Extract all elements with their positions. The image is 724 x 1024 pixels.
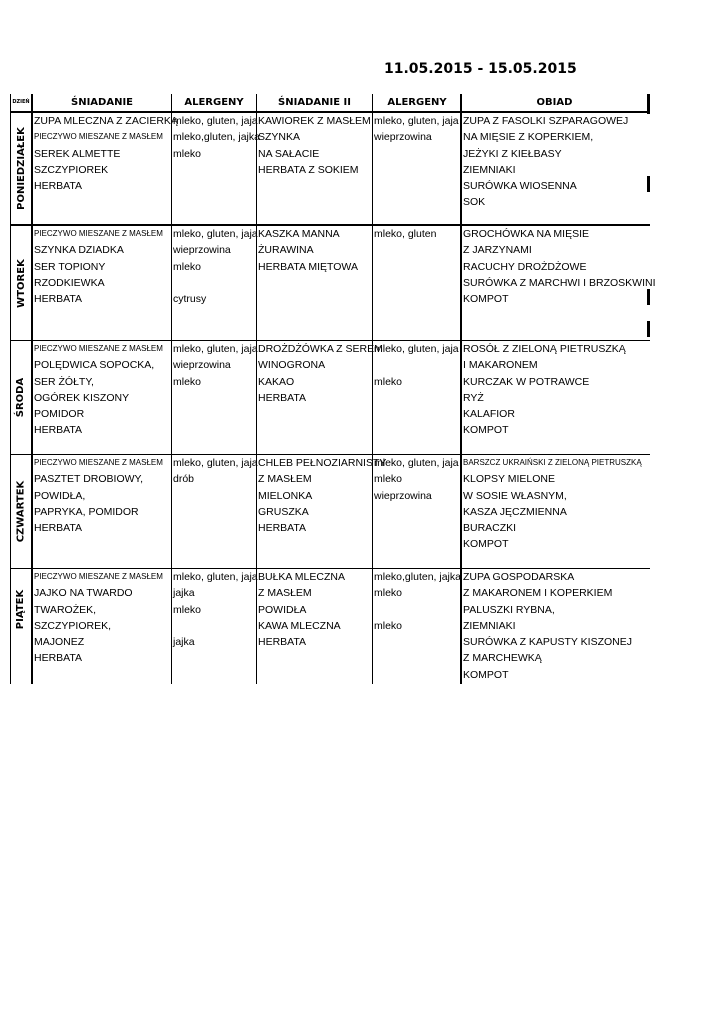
breakfast-2-cell: DROŻDŻÓWKA Z SEREM WINOGRONA KAKAO HERBATA <box>258 343 383 404</box>
right-border-top <box>647 94 650 114</box>
day-row-friday <box>10 569 650 684</box>
day-label: WTOREK <box>15 258 27 308</box>
breakfast-cell: PIECZYWO MIESZANE Z MASŁEM PASZTET DROBIOWY, POWIDŁA, PAPRYKA, POMIDOR HERBATA <box>34 458 163 535</box>
menu-table <box>10 94 656 684</box>
breakfast-2-cell: BUŁKA MLECZNA Z MASŁEM POWIDŁA KAWA MLECZNA HERBATA <box>258 571 345 649</box>
breakfast-2-cell: CHLEB PEŁNOZIARNISTY Z MASŁEM MIELONKA GRUSZKA HERBATA <box>258 457 387 535</box>
day-row-thursday <box>10 455 650 568</box>
date-range: 11.05.2015 - 15.05.2015 <box>384 61 577 77</box>
day-label: PIĄTEK <box>15 589 27 629</box>
day-row-monday <box>10 113 650 224</box>
day-label: PONIEDZIAŁEK <box>15 127 27 210</box>
day-label: CZWARTEK <box>15 480 27 543</box>
header-day: DZIEŃ <box>12 99 30 105</box>
breakfast-cell: PIECZYWO MIESZANE Z MASŁEM POLĘDWICA SOPOCKA, SER ŻÓŁTY, OGÓREK KISZONY POMIDOR HERBATA <box>34 344 163 437</box>
breakfast-cell: PIECZYWO MIESZANE Z MASŁEM JAJKO NA TWARDO TWAROŻEK, SZCZYPIOREK, MAJONEZ HERBATA <box>34 572 163 665</box>
allergens-1-cell: mleko, gluten, jaja wieprzowina mleko <box>173 343 258 388</box>
allergens-2-cell: mleko, gluten <box>374 228 437 240</box>
lunch-cell: GROCHÓWKA NA MIĘSIE Z JARZYNAMI RACUCHY DROŻDŻOWE SURÓWKA Z MARCHWI I BRZOSKWINI KOMPOT <box>463 228 656 306</box>
day-row-wednesday <box>10 341 650 454</box>
allergens-2-cell: mleko, gluten, jaja mleko <box>374 343 459 388</box>
header-breakfast: ŚNIADANIE <box>71 97 133 108</box>
breakfast-cell: PIECZYWO MIESZANE Z MASŁEM SZYNKA DZIADKA SER TOPIONY RZODKIEWKA HERBATA <box>34 229 163 306</box>
allergens-2-cell: mleko,gluten, jajka mleko mleko <box>374 571 461 632</box>
header-lunch: OBIAD <box>536 97 573 108</box>
table-header <box>10 94 650 111</box>
header-allergens-1: ALERGENY <box>184 97 244 108</box>
lunch-cell: ZUPA GOSPODARSKA Z MAKARONEM I KOPERKIEM PALUSZKI RYBNA, ZIEMNIAKI SURÓWKA Z KAPUSTY KISZONEJ Z MARCHEWKĄ KOMPOT <box>463 571 633 681</box>
breakfast-cell: ZUPA MLECZNA Z ZACIERKĄ PIECZYWO MIESZANE Z MASŁEM SEREK ALMETTE SZCZYPIOREK HERBATA <box>34 115 178 193</box>
breakfast-2-cell: KAWIOREK Z MASŁEM SZYNKA NA SAŁACIE HERBATA Z SOKIEM <box>258 115 371 176</box>
breakfast-2-cell: KASZKA MANNA ŻURAWINA HERBATA MIĘTOWA <box>258 228 358 273</box>
day-row-tuesday <box>10 226 656 340</box>
allergens-1-cell: mleko, gluten, jaja jajka mleko jajka <box>173 571 258 649</box>
lunch-cell: BARSZCZ UKRAIŃSKI Z ZIELONĄ PIETRUSZKĄ KLOPSY MIELONE W SOSIE WŁASNYM, KASZA JĘCZMIENNA BURACZKI KOMPOT <box>463 458 642 551</box>
day-label: ŚRODA <box>15 377 27 418</box>
header-breakfast-2: ŚNIADANIE II <box>278 97 351 108</box>
lunch-cell: ROSÓŁ Z ZIELONĄ PIETRUSZKĄ I MAKARONEM KURCZAK W POTRAWCE RYŻ KALAFIOR KOMPOT <box>463 343 626 437</box>
lunch-cell: ZUPA Z FASOLKI SZPARAGOWEJ NA MIĘSIE Z KOPERKIEM, JEŻYKI Z KIEŁBASY ZIEMNIAKI SURÓWKA WIOSENNA SOK <box>463 115 629 209</box>
allergens-1-cell: mleko, gluten, jaja drób <box>173 457 258 486</box>
header-allergens-2: ALERGENY <box>387 97 447 108</box>
allergens-2-cell: mleko, gluten, jaja wieprzowina <box>374 115 459 144</box>
allergens-1-cell: mleko, gluten, jaja mleko,gluten, jajka mleko <box>173 115 260 160</box>
allergens-2-cell: mleko, gluten, jaja mleko wieprzowina <box>374 457 459 502</box>
allergens-1-cell: mleko, gluten, jaja wieprzowina mleko cytrusy <box>173 228 258 306</box>
